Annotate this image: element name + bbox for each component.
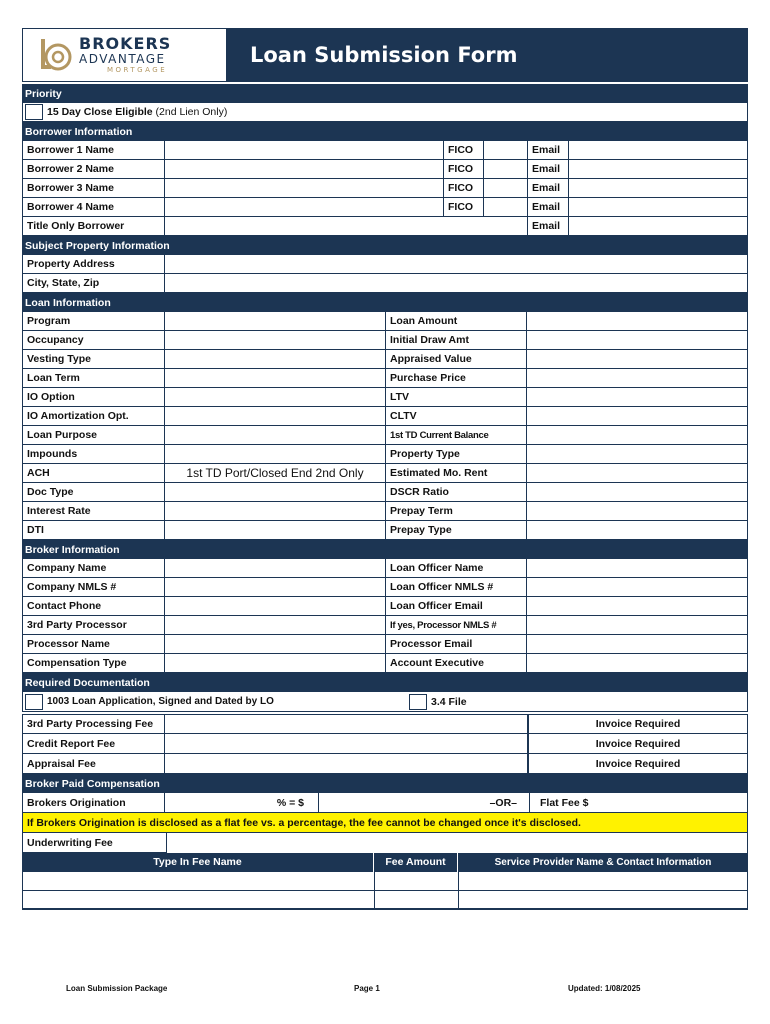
broker-field-label-right: Account Executive [386, 654, 527, 673]
loan-field-label-right: Initial Draw Amt [386, 331, 527, 350]
broker-field-input-right[interactable] [527, 654, 747, 673]
loan-field-label: Loan Purpose [23, 426, 165, 445]
doc-fee-label: 3rd Party Processing Fee [23, 715, 165, 734]
fee-table-row [22, 891, 748, 910]
loan-field-label-right: LTV [386, 388, 527, 407]
doc-fee-row [22, 734, 748, 754]
section-subject-property: Subject Property Information [22, 236, 748, 255]
fico-label: FICO [444, 141, 484, 160]
loan-field-input[interactable] [165, 521, 386, 540]
invoice-required-label: Invoice Required [528, 734, 747, 754]
loan-field-label: Interest Rate [23, 502, 165, 521]
doc-fee-row [22, 754, 748, 774]
fifteen-day-close-label: 15 Day Close Eligible (2nd Lien Only) [47, 106, 228, 118]
borrower-row [22, 198, 748, 217]
loan-field-label-right: Prepay Term [386, 502, 527, 521]
loan-application-label: 1003 Loan Application, Signed and Dated by LO [47, 696, 274, 707]
broker-info-row [22, 654, 748, 673]
loan-field-label-right: Loan Amount [386, 312, 527, 331]
loan-submission-form [22, 28, 748, 910]
email-input[interactable] [569, 198, 747, 217]
doc-fee-input[interactable] [165, 754, 528, 774]
doc-fee-input[interactable] [165, 734, 528, 754]
loan-field-label-right: Prepay Type [386, 521, 527, 540]
loan-field-input[interactable] [165, 388, 386, 407]
loan-field-input[interactable] [165, 483, 386, 502]
section-required-docs: Required Documentation [22, 673, 748, 692]
broker-field-label-right: Loan Officer NMLS # [386, 578, 527, 597]
flat-fee-label: Flat Fee $ [540, 796, 589, 809]
loan-field-input[interactable] [165, 426, 386, 445]
fico-input[interactable] [484, 141, 528, 160]
fico-label: FICO [444, 198, 484, 217]
brand-logo [23, 29, 228, 81]
broker-info-row [22, 616, 748, 635]
email-input[interactable] [569, 179, 747, 198]
fico-input[interactable] [484, 198, 528, 217]
invoice-required-label: Invoice Required [528, 715, 747, 734]
doc-fee-row [22, 714, 748, 734]
broker-field-label-right: Processor Email [386, 635, 527, 654]
underwriting-fee-label: Underwriting Fee [23, 833, 167, 853]
title-only-borrower-label: Title Only Borrower [23, 217, 165, 236]
loan-field-label-right: Purchase Price [386, 369, 527, 388]
broker-field-input-right[interactable] [527, 559, 747, 578]
loan-field-label-right: Appraised Value [386, 350, 527, 369]
service-provider-input[interactable] [459, 891, 747, 909]
broker-field-input[interactable] [165, 559, 386, 578]
property-address-row [22, 255, 748, 274]
percent-equals-label: % = $ [276, 796, 304, 809]
section-broker: Broker Information [22, 540, 748, 559]
loan-info-row [22, 331, 748, 350]
fee-table-header [22, 853, 748, 872]
fico-input[interactable] [484, 160, 528, 179]
borrower-name-input[interactable] [165, 198, 444, 217]
service-provider-column: Service Provider Name & Contact Information [494, 857, 712, 868]
broker-field-input[interactable] [165, 616, 386, 635]
loan-field-input[interactable] [165, 312, 386, 331]
broker-info-row [22, 578, 748, 597]
broker-field-label: 3rd Party Processor [23, 616, 165, 635]
section-borrower: Borrower Information [22, 122, 748, 141]
broker-field-input-right[interactable] [527, 578, 747, 597]
footer-updated-date: Updated: 1/08/2025 [568, 984, 641, 993]
email-label: Email [528, 141, 569, 160]
loan-field-input-right[interactable] [527, 502, 747, 521]
flat-fee-input[interactable] [530, 793, 747, 813]
broker-origination-row [22, 793, 748, 813]
loan-field-input-right[interactable] [527, 388, 747, 407]
broker-field-label: Company Name [23, 559, 165, 578]
fifteen-day-close-checkbox[interactable] [25, 104, 43, 120]
loan-field-input[interactable] [165, 369, 386, 388]
borrower-name-label: Borrower 2 Name [23, 160, 165, 179]
loan-info-row [22, 483, 748, 502]
fico-label: FICO [444, 179, 484, 198]
underwriting-fee-row [22, 833, 748, 853]
doc-fee-label: Appraisal Fee [23, 754, 165, 774]
broker-field-input[interactable] [165, 635, 386, 654]
file-34-checkbox[interactable] [409, 694, 427, 710]
borrower-name-input[interactable] [165, 141, 444, 160]
fee-name-column: Type In Fee Name [22, 853, 374, 872]
loan-field-input[interactable]: 1st TD Port/Closed End 2nd Only [165, 464, 386, 483]
city-state-zip-input[interactable] [165, 274, 747, 293]
loan-field-label: DTI [23, 521, 165, 540]
loan-info-row [22, 407, 748, 426]
loan-field-input-right[interactable] [527, 312, 747, 331]
loan-info-row [22, 312, 748, 331]
borrower-row [22, 160, 748, 179]
loan-field-label: Doc Type [23, 483, 165, 502]
loan-field-input[interactable] [165, 350, 386, 369]
footer-page-number: Page 1 [354, 984, 380, 993]
loan-field-input-right[interactable] [527, 464, 747, 483]
loan-field-label: Occupancy [23, 331, 165, 350]
loan-info-row [22, 521, 748, 540]
broker-field-input-right[interactable] [527, 635, 747, 654]
required-docs-options [22, 692, 748, 712]
loan-field-input-right[interactable] [527, 445, 747, 464]
broker-field-label: Contact Phone [23, 597, 165, 616]
loan-field-label: Vesting Type [23, 350, 165, 369]
loan-info-row [22, 369, 748, 388]
borrower-name-label: Borrower 3 Name [23, 179, 165, 198]
loan-field-label-right: Estimated Mo. Rent [386, 464, 527, 483]
loan-field-label-right: CLTV [386, 407, 527, 426]
title-only-email-input[interactable] [569, 217, 747, 236]
logo-text-line1: BROKERS [79, 34, 172, 53]
file-34-label: 3.4 File [431, 695, 467, 708]
loan-field-label: ACH [23, 464, 165, 483]
loan-info-row [22, 502, 748, 521]
fico-label: FICO [444, 160, 484, 179]
property-address-input[interactable] [165, 255, 747, 274]
borrower-name-label: Borrower 4 Name [23, 198, 165, 217]
loan-field-input-right[interactable] [527, 426, 747, 445]
email-input[interactable] [569, 141, 747, 160]
or-label: –OR– [489, 796, 517, 809]
broker-info-row [22, 559, 748, 578]
loan-info-row [22, 464, 748, 483]
title-only-borrower-row [22, 217, 748, 236]
broker-origination-label: Brokers Origination [23, 793, 165, 813]
loan-field-input-right[interactable] [527, 521, 747, 540]
underwriting-fee-input[interactable] [167, 833, 747, 853]
loan-field-input[interactable] [165, 331, 386, 350]
broker-field-input[interactable] [165, 578, 386, 597]
section-broker-comp: Broker Paid Compensation [22, 774, 748, 793]
email-label: Email [528, 160, 569, 179]
service-provider-input[interactable] [459, 872, 747, 891]
broker-field-input[interactable] [165, 597, 386, 616]
logo-mark-icon [37, 37, 73, 73]
broker-field-label: Compensation Type [23, 654, 165, 673]
fee-name-input[interactable] [23, 872, 375, 891]
broker-field-input-right[interactable] [527, 616, 747, 635]
broker-field-input[interactable] [165, 654, 386, 673]
page-title: Loan Submission Form [250, 43, 518, 67]
loan-field-label: IO Amortization Opt. [23, 407, 165, 426]
loan-info-row [22, 445, 748, 464]
loan-field-label: Loan Term [23, 369, 165, 388]
doc-fee-label: Credit Report Fee [23, 734, 165, 754]
borrower-row [22, 179, 748, 198]
title-only-borrower-input[interactable] [165, 217, 528, 236]
loan-field-label: Program [23, 312, 165, 331]
borrower-name-input[interactable] [165, 179, 444, 198]
fee-amount-input[interactable] [375, 872, 459, 891]
loan-field-label-right: Property Type [386, 445, 527, 464]
broker-info-row [22, 597, 748, 616]
fee-name-input[interactable] [23, 891, 375, 909]
loan-field-input[interactable] [165, 407, 386, 426]
section-loan: Loan Information [22, 293, 748, 312]
footer-package-name: Loan Submission Package [66, 984, 168, 993]
loan-field-input-right[interactable] [527, 369, 747, 388]
logo-text-line2: ADVANTAGE [79, 52, 166, 66]
email-label: Email [528, 179, 569, 198]
priority-option-row [22, 103, 748, 122]
title-only-email-label: Email [528, 217, 569, 236]
form-header [22, 28, 748, 82]
origination-amount-input[interactable] [319, 793, 530, 813]
borrower-name-label: Borrower 1 Name [23, 141, 165, 160]
fee-table-row [22, 872, 748, 891]
broker-field-input-right[interactable] [527, 597, 747, 616]
origination-percent-input[interactable] [165, 793, 319, 813]
broker-field-label-right: If yes, Processor NMLS # [386, 616, 527, 635]
logo-text-line3: MORTGAGE [107, 66, 168, 74]
email-input[interactable] [569, 160, 747, 179]
loan-application-checkbox[interactable] [25, 694, 43, 710]
email-label: Email [528, 198, 569, 217]
loan-info-row [22, 426, 748, 445]
borrower-name-input[interactable] [165, 160, 444, 179]
loan-field-label: IO Option [23, 388, 165, 407]
doc-fee-input[interactable] [165, 715, 528, 734]
invoice-required-label: Invoice Required [528, 754, 747, 774]
fee-amount-column: Fee Amount [374, 853, 458, 872]
fee-amount-input[interactable] [375, 891, 459, 909]
broker-field-label: Company NMLS # [23, 578, 165, 597]
loan-info-row [22, 350, 748, 369]
broker-field-label: Processor Name [23, 635, 165, 654]
loan-field-label-right: 1st TD Current Balance [386, 426, 527, 445]
loan-field-input-right[interactable] [527, 350, 747, 369]
borrower-row [22, 141, 748, 160]
fico-input[interactable] [484, 179, 528, 198]
loan-field-input[interactable] [165, 502, 386, 521]
broker-info-row [22, 635, 748, 654]
origination-disclosure-note: If Brokers Origination is disclosed as a flat fee vs. a percentage, the fee cannot be changed once it's disclosed. [22, 813, 748, 833]
broker-field-label-right: Loan Officer Name [386, 559, 527, 578]
section-priority: Priority [22, 84, 748, 103]
loan-field-input-right[interactable] [527, 407, 747, 426]
city-state-zip-label: City, State, Zip [23, 274, 165, 293]
loan-field-input-right[interactable] [527, 331, 747, 350]
property-address-label: Property Address [23, 255, 165, 274]
loan-field-input-right[interactable] [527, 483, 747, 502]
loan-field-label: Impounds [23, 445, 165, 464]
city-state-zip-row [22, 274, 748, 293]
broker-field-label-right: Loan Officer Email [386, 597, 527, 616]
loan-field-input[interactable] [165, 445, 386, 464]
loan-info-row [22, 388, 748, 407]
loan-field-label-right: DSCR Ratio [386, 483, 527, 502]
